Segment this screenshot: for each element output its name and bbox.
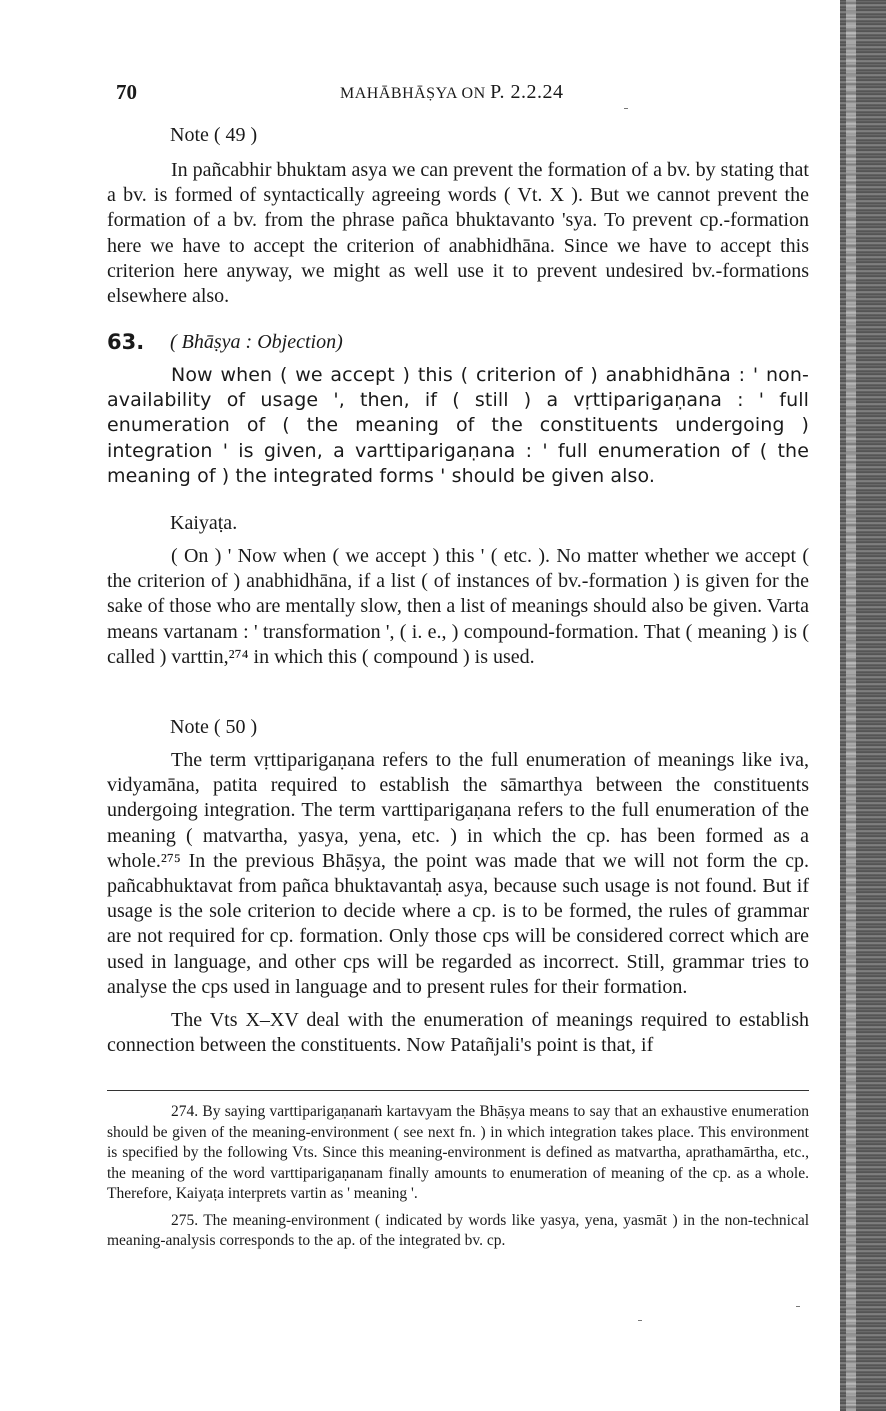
note-50-text-2: The Vts X–XV deal with the enumeration of meanings required to establish connection between the constituents. Now Patañjali's point is that, if xyxy=(107,1009,809,1057)
note-49-label: Note ( 49 ) xyxy=(170,124,258,146)
footnotes xyxy=(107,1102,809,1252)
note-50-text-1: The term vṛttiparigaṇana refers to the full enumeration of meanings like iva, vidyamāna, patita required to establish the sāmarthya between the constituents undergoing integration. The term varttiparigaṇana refers to the full enumeration of the meaning ( matvartha, yasya, yena, etc. ) in which the cp. has been formed as a whole.²⁷⁵ In the previous Bhāṣya, the point was made that we will not form the cp. pañcabhuktavat from pañca bhuktavantaḥ asya, because such usage is not found. But if usage is the sole criterion to decide where a cp. is to be formed, the rules of grammar are not required for cp. formation. Only those cps will be considered correct which are used in language, and other cps will be regarded as incorrect. Still, grammar tries to analyse the cps used in language and to present rules for their formation. xyxy=(107,749,809,998)
section-number: 63. xyxy=(107,330,145,354)
footnote-rule xyxy=(107,1090,809,1091)
section-63-block xyxy=(107,363,809,489)
scan-speck xyxy=(796,1306,800,1307)
section-heading: ( Bhāṣya : Objection) xyxy=(170,331,343,353)
running-title: MAHĀBHĀṢYA ON xyxy=(340,85,486,102)
scan-speck xyxy=(624,108,628,109)
page-number: 70 xyxy=(116,80,137,104)
running-reference: P. 2.2.24 xyxy=(490,81,564,103)
scan-speck xyxy=(638,1320,642,1321)
kaiyata-block xyxy=(107,544,809,670)
note-49-text: In pañcabhir bhuktam asya we can prevent the formation of a bv. by stating that a bv. is formed of syntactically agreeing words ( Vt. X ). But we cannot prevent the formation of a bv. from the phrase pañca bhuktavanto 'sya. To prevent cp.-formation here we have to accept the criterion of anabhidhāna. Since we have to accept this criterion here anyway, we might as well use it to prevent undesired bv.-formations elsewhere also. xyxy=(107,159,809,308)
note-49-block xyxy=(107,158,809,309)
note-50-label: Note ( 50 ) xyxy=(170,716,258,738)
footnote-275: 275. The meaning-environment ( indicated by words like yasya, yena, yasmāt ) in the non-technical meaning-analysis corresponds to the ap. of the integrated bv. cp. xyxy=(107,1211,809,1249)
running-header xyxy=(340,81,564,104)
kaiyata-label: Kaiyaṭa. xyxy=(170,512,238,534)
footnote-274: 274. By saying varttiparigaṇanaṁ kartavyam the Bhāṣya means to say that an exhaustive enumeration should be given of the meaning-environment ( see next fn. ) in which integration takes place. This environment is specified by the following Vts. Since this meaning-environment is defined as matvartha, aprathamārtha, etc., the meaning of the word varttiparigaṇanam finally amounts to enumeration of meaning of the cp. as a whole. Therefore, Kaiyaṭa interprets vartin as ' meaning '. xyxy=(107,1103,809,1202)
section-63-text: Now when ( we accept ) this ( criterion of ) anabhidhāna : ' non-availability of usage ', then, if ( still ) a vṛttiparigaṇana : ' full enumeration of ( the meaning of the constituents undergoing ) integration ' is given, a varttiparigaṇana : ' full enumeration of ( the meaning of ) the integrated forms ' should be given also. xyxy=(107,364,809,487)
note-50-block xyxy=(107,748,809,1058)
kaiyata-text: ( On ) ' Now when ( we accept ) this ' ( etc. ). No matter whether we accept ( the criterion of ) anabhidhāna, if a list ( of instances of bv.-formation ) is given for the sake of those who are mentally slow, then a list of meanings should also be given. Varta means vartanam : ' transformation ', ( i. e., ) compound-formation. That ( meaning ) is ( called ) varttin,²⁷⁴ in which this ( compound ) is used. xyxy=(107,545,809,668)
page-edge-highlight xyxy=(846,0,856,1411)
